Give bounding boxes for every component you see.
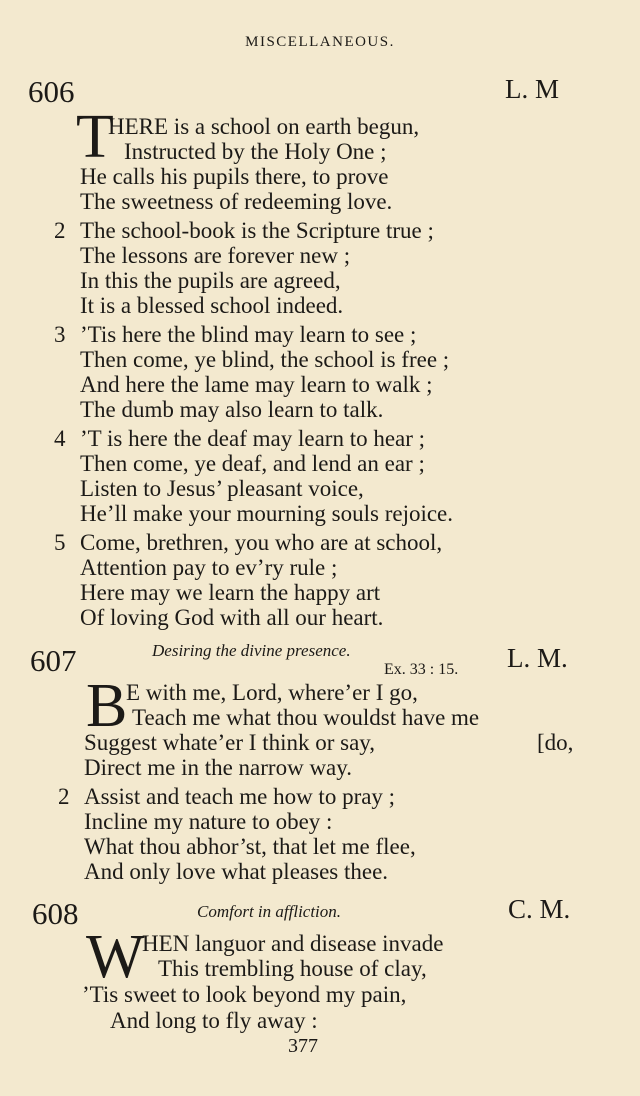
hymn-title: Desiring the divine presence. (152, 641, 351, 660)
verse-number: 4 (54, 426, 66, 451)
verse-line: Then come, ye deaf, and lend an ear ; (80, 451, 425, 476)
verse-line: HEN languor and disease invade (142, 931, 444, 956)
turnover-word: [do, (537, 730, 574, 755)
verse-line: He calls his pupils there, to prove (80, 164, 389, 189)
verse-line: Of loving God with all our heart. (80, 605, 384, 630)
verse-line: Teach me what thou wouldst have me (132, 705, 480, 730)
hymn-number: 606 (28, 74, 75, 109)
scripture-reference: Ex. 33 : 15. (384, 661, 459, 678)
drop-cap: W (86, 923, 145, 991)
verse-line: It is a blessed school indeed. (80, 293, 344, 318)
verse-line: Attention pay to ev’ry rule ; (80, 555, 338, 580)
verse-line: HERE is a school on earth begun, (108, 114, 420, 139)
verse-number: 3 (54, 322, 66, 347)
verse-line: ’Tis here the blind may learn to see ; (80, 322, 417, 347)
hymn-number: 608 (32, 896, 79, 931)
verse-line: And long to fly away : (110, 1008, 318, 1033)
verse-line: Assist and teach me how to pray ; (84, 784, 396, 809)
verse-line: What thou abhor’st, that let me flee, (84, 834, 416, 859)
page-header: MISCELLANEOUS. (245, 34, 395, 50)
drop-cap: B (86, 672, 128, 740)
verse-number: 2 (54, 218, 66, 243)
verse-line: Come, brethren, you who are at school, (80, 530, 443, 555)
hymn-title: Comfort in affliction. (197, 902, 342, 921)
verse-line: Listen to Jesus’ pleasant voice, (80, 476, 364, 501)
verse-number: 5 (54, 530, 66, 555)
verse-line: This trembling house of clay, (158, 956, 427, 981)
drop-cap: T (76, 103, 114, 171)
verse-line: The lessons are forever new ; (80, 243, 351, 268)
verse-line: The dumb may also learn to talk. (80, 397, 384, 422)
verse-line: ’Tis sweet to look beyond my pain, (82, 982, 407, 1007)
verse-line: Direct me in the narrow way. (84, 755, 353, 780)
verse-line: Here may we learn the happy art (80, 580, 381, 605)
verse-line: Suggest whate’er I think or say, (84, 730, 376, 755)
verse-line: E with me, Lord, where’er I go, (126, 680, 418, 705)
verse-line: The sweetness of redeeming love. (80, 189, 393, 214)
verse-line: The school-book is the Scripture true ; (80, 218, 434, 243)
hymn-number: 607 (30, 643, 77, 678)
verse-line: And only love what pleases thee. (84, 859, 389, 884)
verse-line: ’T is here the deaf may learn to hear ; (80, 426, 426, 451)
hymn-meter: L. M. (507, 643, 568, 673)
verse-line: In this the pupils are agreed, (80, 268, 341, 293)
hymn-meter: C. M. (508, 894, 571, 924)
verse-line: Then come, ye blind, the school is free ; (80, 347, 450, 372)
page-number: 377 (288, 1035, 318, 1057)
verse-line: Incline my nature to obey : (84, 809, 333, 834)
verse-line: And here the lame may learn to walk ; (80, 372, 433, 397)
hymn-meter: L. M (505, 74, 559, 104)
verse-number: 2 (58, 784, 70, 809)
verse-line: He’ll make your mourning souls rejoice. (80, 501, 454, 526)
verse-line: Instructed by the Holy One ; (124, 139, 387, 164)
